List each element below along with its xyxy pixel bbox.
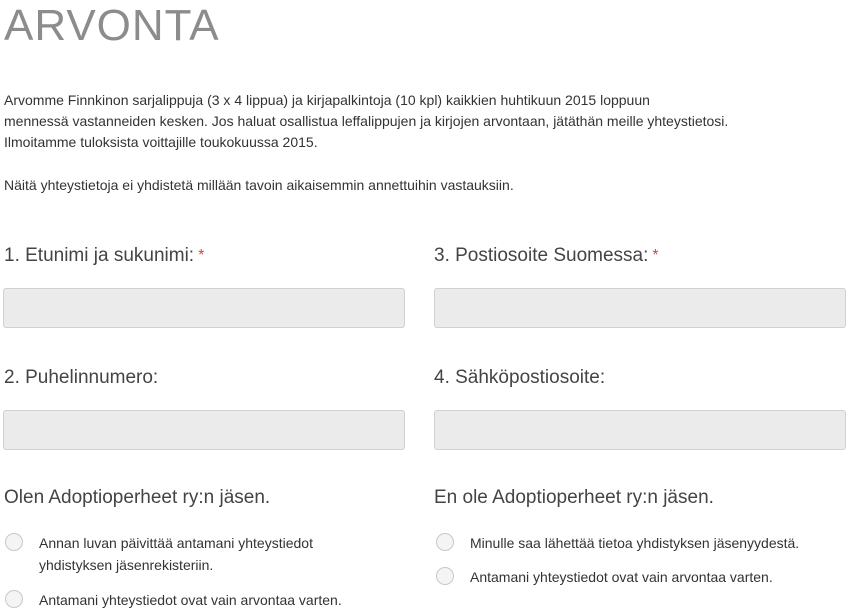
name-label-text: 1. Etunimi ja sukunimi: <box>4 245 195 266</box>
email-field-label <box>434 366 605 390</box>
intro-text <box>4 90 804 196</box>
radio-button[interactable] <box>5 533 23 551</box>
page-title: ARVONTA <box>4 1 220 50</box>
name-input[interactable] <box>3 288 405 328</box>
phone-label-text: 2. Puhelinnumero: <box>4 367 159 388</box>
phone-input[interactable] <box>3 410 405 450</box>
nonmember-option-send-info[interactable] <box>436 532 799 554</box>
phone-field-label <box>4 366 158 390</box>
email-label-text: 4. Sähköpostiosoite: <box>434 367 606 388</box>
address-label-text: 3. Postiosoite Suomessa: <box>434 245 649 266</box>
address-input[interactable] <box>434 288 846 328</box>
radio-label: Minulle saa lähettää tietoa yhdistyksen jäsenyydestä. <box>470 535 800 551</box>
intro-line: mennessä vastanneiden kesken. Jos haluat osallistua leffalippujen ja kirjojen arvontaan, jätäthän meille yhteystietosi. <box>4 113 729 129</box>
radio-label: Antamani yhteystiedot ovat vain arvontaa varten. <box>470 569 773 585</box>
member-option-update-registry[interactable] <box>5 532 313 576</box>
radio-button[interactable] <box>436 567 454 585</box>
member-option-raffle-only[interactable] <box>5 589 342 611</box>
required-asterisk: * <box>198 247 205 264</box>
intro-line: Arvomme Finnkinon sarjalippuja (3 x 4 lippua) ja kirjapalkintoja (10 kpl) kaikkien huhtikuun 2015 loppuun <box>4 92 650 108</box>
privacy-note: Näitä yhteystietoja ei yhdistetä millään tavoin aikaisemmin annettuihin vastauksiin. <box>4 177 514 193</box>
intro-line: Ilmoitamme tuloksista voittajille toukokuussa 2015. <box>4 134 318 150</box>
email-input[interactable] <box>434 410 846 450</box>
radio-button[interactable] <box>5 590 23 608</box>
radio-label: Antamani yhteystiedot ovat vain arvontaa varten. <box>39 592 342 608</box>
radio-button[interactable] <box>436 533 454 551</box>
address-field-label <box>434 244 659 268</box>
nonmember-group-heading: En ole Adoptioperheet ry:n jäsen. <box>434 487 714 508</box>
name-field-label <box>4 244 204 268</box>
nonmember-option-raffle-only[interactable] <box>436 566 773 588</box>
member-group-heading: Olen Adoptioperheet ry:n jäsen. <box>4 487 271 508</box>
radio-label: Annan luvan päivittää antamani yhteystiedot yhdistyksen jäsenrekisteriin. <box>39 535 313 573</box>
required-asterisk: * <box>652 247 659 264</box>
